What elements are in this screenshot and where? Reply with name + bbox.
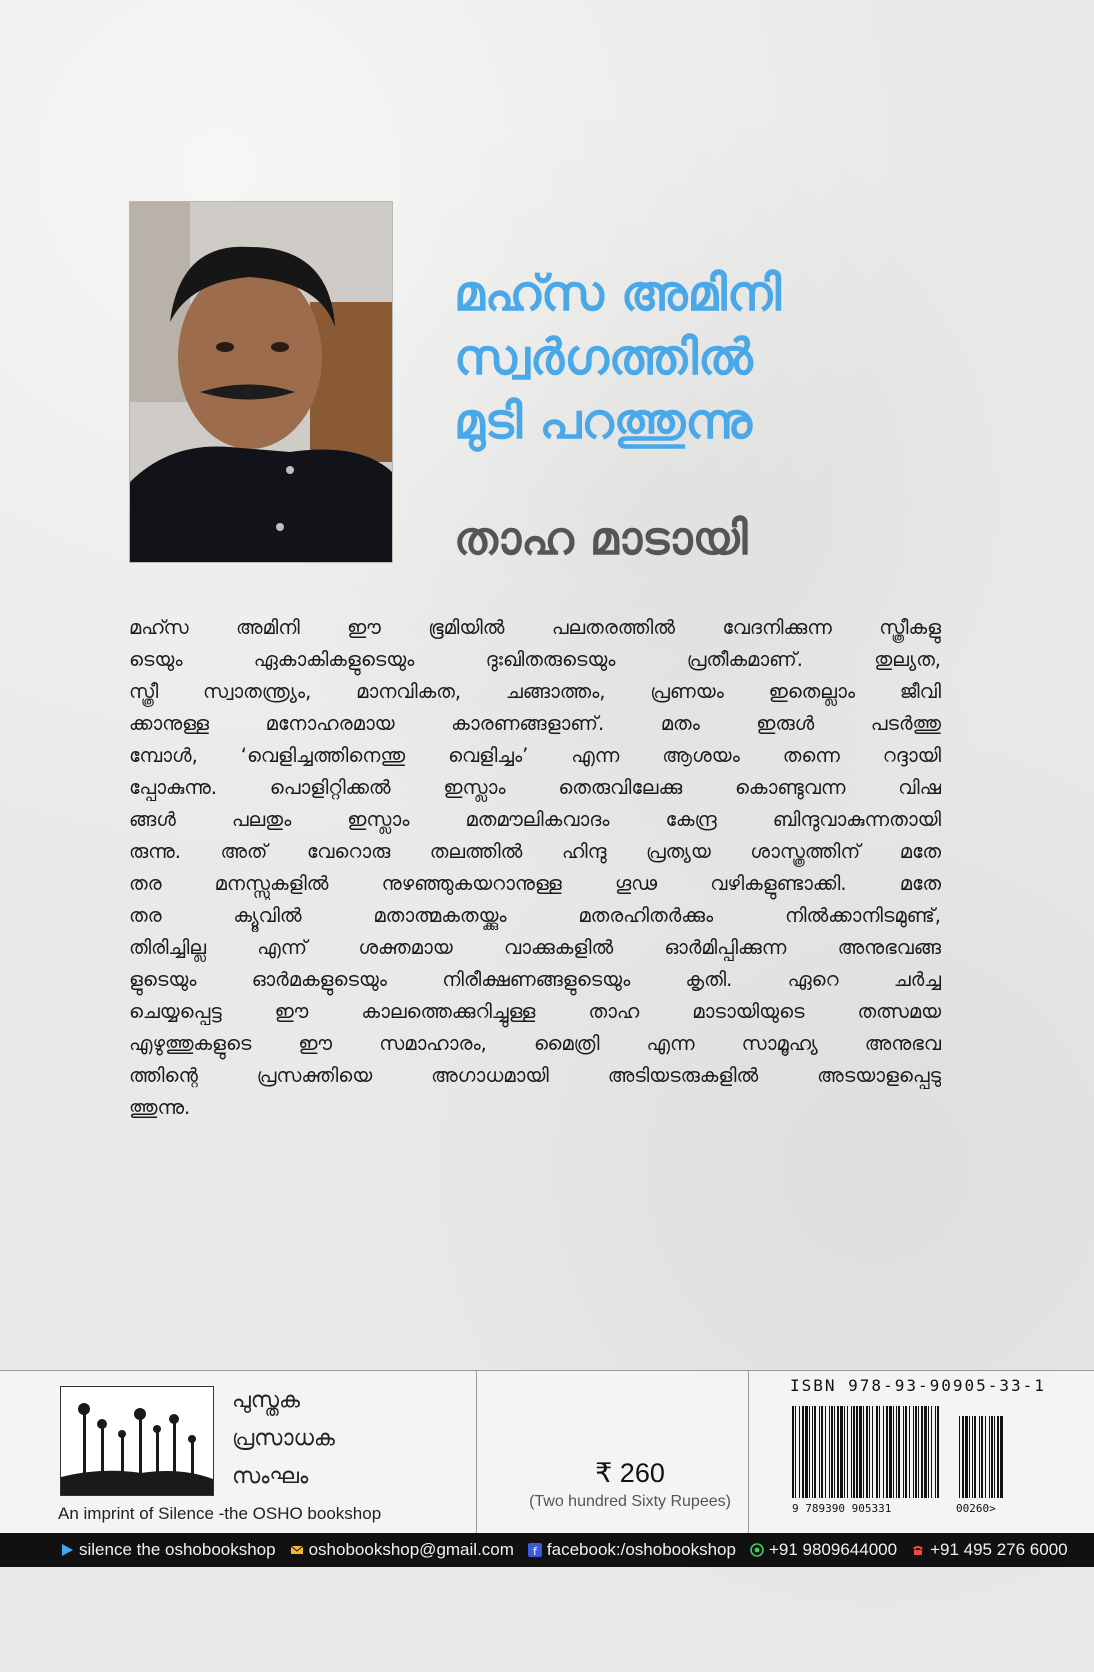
barcode-bar (879, 1406, 880, 1498)
barcode-addon-bar (959, 1416, 960, 1498)
divider (0, 1370, 1094, 1371)
barcode-bar (935, 1406, 936, 1498)
blurb-line: ത്തുന്നു. (129, 1096, 191, 1119)
barcode-bar (863, 1406, 864, 1498)
footer-facebook[interactable] (528, 1540, 736, 1560)
barcode-bar (856, 1406, 858, 1498)
barcode-bar (889, 1406, 892, 1498)
whatsapp-icon (750, 1543, 764, 1557)
barcode-bar (866, 1406, 868, 1498)
barcode-bar (931, 1406, 932, 1498)
barcode-bar (851, 1406, 852, 1498)
author-name: താഹ മാടായി (454, 511, 748, 565)
price-block (510, 1458, 750, 1511)
back-cover-bottom-panel (0, 1370, 1094, 1540)
publisher-name (232, 1382, 335, 1496)
barcode-addon-bar (969, 1416, 970, 1498)
barcode-bar (915, 1406, 917, 1498)
blurb-line: തിരിച്ചില്ല എന്ന് ശക്തമായ വാക്കുകളിൽ ഓർമിപ്പിക്കുന്ന അനുഭവങ്ങ (129, 936, 941, 959)
barcode-addon-digits: 00260> (956, 1502, 996, 1515)
barcode-bar (840, 1406, 843, 1498)
barcode-bar (834, 1406, 835, 1498)
footer-whatsapp[interactable] (750, 1540, 897, 1560)
barcode-addon-bar (1000, 1416, 1003, 1498)
barcode-bar (898, 1406, 900, 1498)
blurb-line: മ്പോൾ, ‘വെളിച്ചത്തിനെന്തു വെളിച്ചം’ എന്ന ആശയം തന്നെ റദ്ദായി (129, 744, 941, 767)
barcode-bar (837, 1406, 839, 1498)
phone-icon (911, 1543, 925, 1557)
barcode-bar (896, 1406, 897, 1498)
price-amount: ₹ 260 (595, 1458, 665, 1488)
divider (748, 1370, 749, 1536)
play-store-icon (60, 1543, 74, 1557)
barcode-bar (819, 1406, 820, 1498)
barcode-bar (937, 1406, 939, 1498)
barcode-addon-bar (991, 1416, 993, 1498)
blurb-line: രുന്നു. അത് വേറൊരു തലത്തിൽ ഹിന്ദു പ്രത്യയ ശാസ്ത്രത്തിന് മതേ (129, 840, 941, 863)
barcode-bar (903, 1406, 904, 1498)
barcode-bar (799, 1406, 800, 1498)
barcode-bar (918, 1406, 919, 1498)
imprint-text: An imprint of Silence -the OSHO bookshop (58, 1504, 382, 1523)
title-line: സ്വർഗത്തിൽ (454, 329, 753, 386)
blurb-line: എഴുത്തുകളുടെ ഈ സമാഹാരം, മൈത്രി എന്ന സാമൂഹ്യ അനുഭവ (129, 1032, 941, 1055)
svg-text:f: f (532, 1545, 537, 1557)
blurb-line: പ്പോകുന്നു. പൊളിറ്റിക്കൽ ഇസ്ലാം തെരുവിലേക്കു കൊണ്ടുവന്ന വിഷ (129, 776, 941, 799)
barcode-bar (869, 1406, 870, 1498)
barcode-addon-bar (972, 1416, 973, 1498)
blurb-line: ടെയും ഏകാകികളുടെയും ദുഃഖിതരുടെയും പ്രതീകമാണ്. തുല്യത, (129, 648, 941, 671)
footer-whatsapp-text: +91 9809644000 (768, 1540, 898, 1559)
footer-email-text: oshobookshop@gmail.com (308, 1540, 514, 1559)
title-line: മഹ്സ അമിനി (454, 265, 782, 322)
isbn-label: ISBN 978-93-90905-33-1 (790, 1376, 1046, 1395)
blurb-line: തര ക്യൂവിൽ മതാത്മകതയ്ക്കും മതരഹിതർക്കും നിൽക്കാനിടമുണ്ട്, (129, 904, 941, 927)
barcode-bar (909, 1406, 910, 1498)
barcode-bar (928, 1406, 929, 1498)
blurb-text (129, 612, 941, 1124)
barcode-addon-bar (981, 1416, 983, 1498)
barcode-bar (905, 1406, 907, 1498)
footer-email[interactable] (290, 1540, 514, 1560)
barcode-bar (802, 1406, 804, 1498)
contact-footer (0, 1533, 1094, 1567)
barcode-bar (812, 1406, 813, 1498)
barcode-bar (847, 1406, 848, 1498)
barcode-bar (876, 1406, 878, 1498)
publisher-name-line: പുസ്തക (232, 1388, 301, 1413)
footer-facebook-text: facebook:/oshobookshop (546, 1540, 736, 1559)
email-icon (290, 1543, 304, 1557)
barcode-addon-bar (962, 1416, 964, 1498)
divider (476, 1370, 477, 1536)
blurb-line: ളുടെയും ഓർമകളുടെയും നിരീക്ഷണങ്ങളുടെയും കൃതി. ഏറെ ചർച്ച (129, 968, 941, 991)
barcode-addon-bar (979, 1416, 980, 1498)
barcode-addon-bar (985, 1416, 986, 1498)
barcode-bar (883, 1406, 884, 1498)
barcode-bar (831, 1406, 833, 1498)
barcode-bar (886, 1406, 888, 1498)
blurb-line: ചെയ്യപ്പെട്ട ഈ കാലത്തെക്കുറിച്ചുള്ള താഹ മാടായിയുടെ തത്സമയ (129, 1000, 941, 1023)
author-photo (129, 201, 393, 563)
barcode-bar (924, 1406, 927, 1498)
facebook-icon (528, 1543, 542, 1557)
barcode-addon-bar (965, 1416, 968, 1498)
book-title (454, 262, 974, 454)
barcode-bar (859, 1406, 862, 1498)
publisher-logo (60, 1386, 214, 1496)
blurb-line: ത്തിന്റെ പ്രസക്തിയെ അഗാധമായി അടിയടരുകളിൽ അടയാളപ്പെടു (129, 1064, 941, 1087)
barcode-addon-bar (974, 1416, 976, 1498)
blurb-line: ങ്ങൾ പലതും ഇസ്ലാം മതമൗലികവാദം കേന്ദ്ര ബിന്ദുവാകുന്നതായി (129, 808, 941, 831)
barcode-bar (821, 1406, 823, 1498)
barcode-addon-bar (994, 1416, 995, 1498)
barcode-bar (893, 1406, 894, 1498)
barcode-bar (913, 1406, 914, 1498)
barcode-bar (814, 1406, 816, 1498)
footer-play[interactable] (60, 1540, 276, 1560)
blurb-line: സ്ത്രീ സ്വാതന്ത്ര്യം, മാനവികത, ചങ്ങാത്തം, പ്രണയം ഇതെല്ലാം ജീവി (129, 680, 941, 703)
barcode-bar (921, 1406, 923, 1498)
blurb-line: ക്കാനുള്ള മനോഹരമായ കാരണങ്ങളാണ്. മതം ഇരുൾ പടർത്തു (129, 712, 941, 735)
blurb-line: മഹ്സ അമിനി ഈ ഭൂമിയിൽ പലതരത്തിൽ വേദനിക്കുന്ന സ്ത്രീകളു (129, 616, 941, 639)
price-words: (Two hundred Sixty Rupees) (529, 1493, 731, 1510)
barcode-bar (792, 1406, 794, 1498)
footer-phone-text: +91 495 276 6000 (930, 1540, 1068, 1559)
barcode-bar (872, 1406, 873, 1498)
footer-phone[interactable] (911, 1540, 1068, 1560)
barcode-bar (829, 1406, 830, 1498)
barcode-addon-bar (989, 1416, 990, 1498)
barcode-bar (825, 1406, 826, 1498)
barcode-bar (809, 1406, 810, 1498)
footer-play-text: silence the oshobookshop (79, 1540, 276, 1559)
barcode-addon-bar (997, 1416, 999, 1498)
isbn-barcode (790, 1406, 1006, 1516)
blurb-line: തര മനസ്സുകളിൽ നുഴഞ്ഞുകയറാനുള്ള ഗൂഢ വഴികളുണ്ടാക്കി. മതേ (129, 872, 941, 895)
barcode-bar (844, 1406, 845, 1498)
title-line: മുടി പറത്തുന്നു (454, 393, 752, 450)
barcode-digits: 9 789390 905331 (792, 1502, 892, 1515)
barcode-bar (795, 1406, 796, 1498)
barcode-bar (805, 1406, 808, 1498)
barcode-bar (853, 1406, 855, 1498)
publisher-name-line: പ്രസാധക (232, 1426, 335, 1451)
publisher-name-line: സംഘം (232, 1464, 309, 1489)
